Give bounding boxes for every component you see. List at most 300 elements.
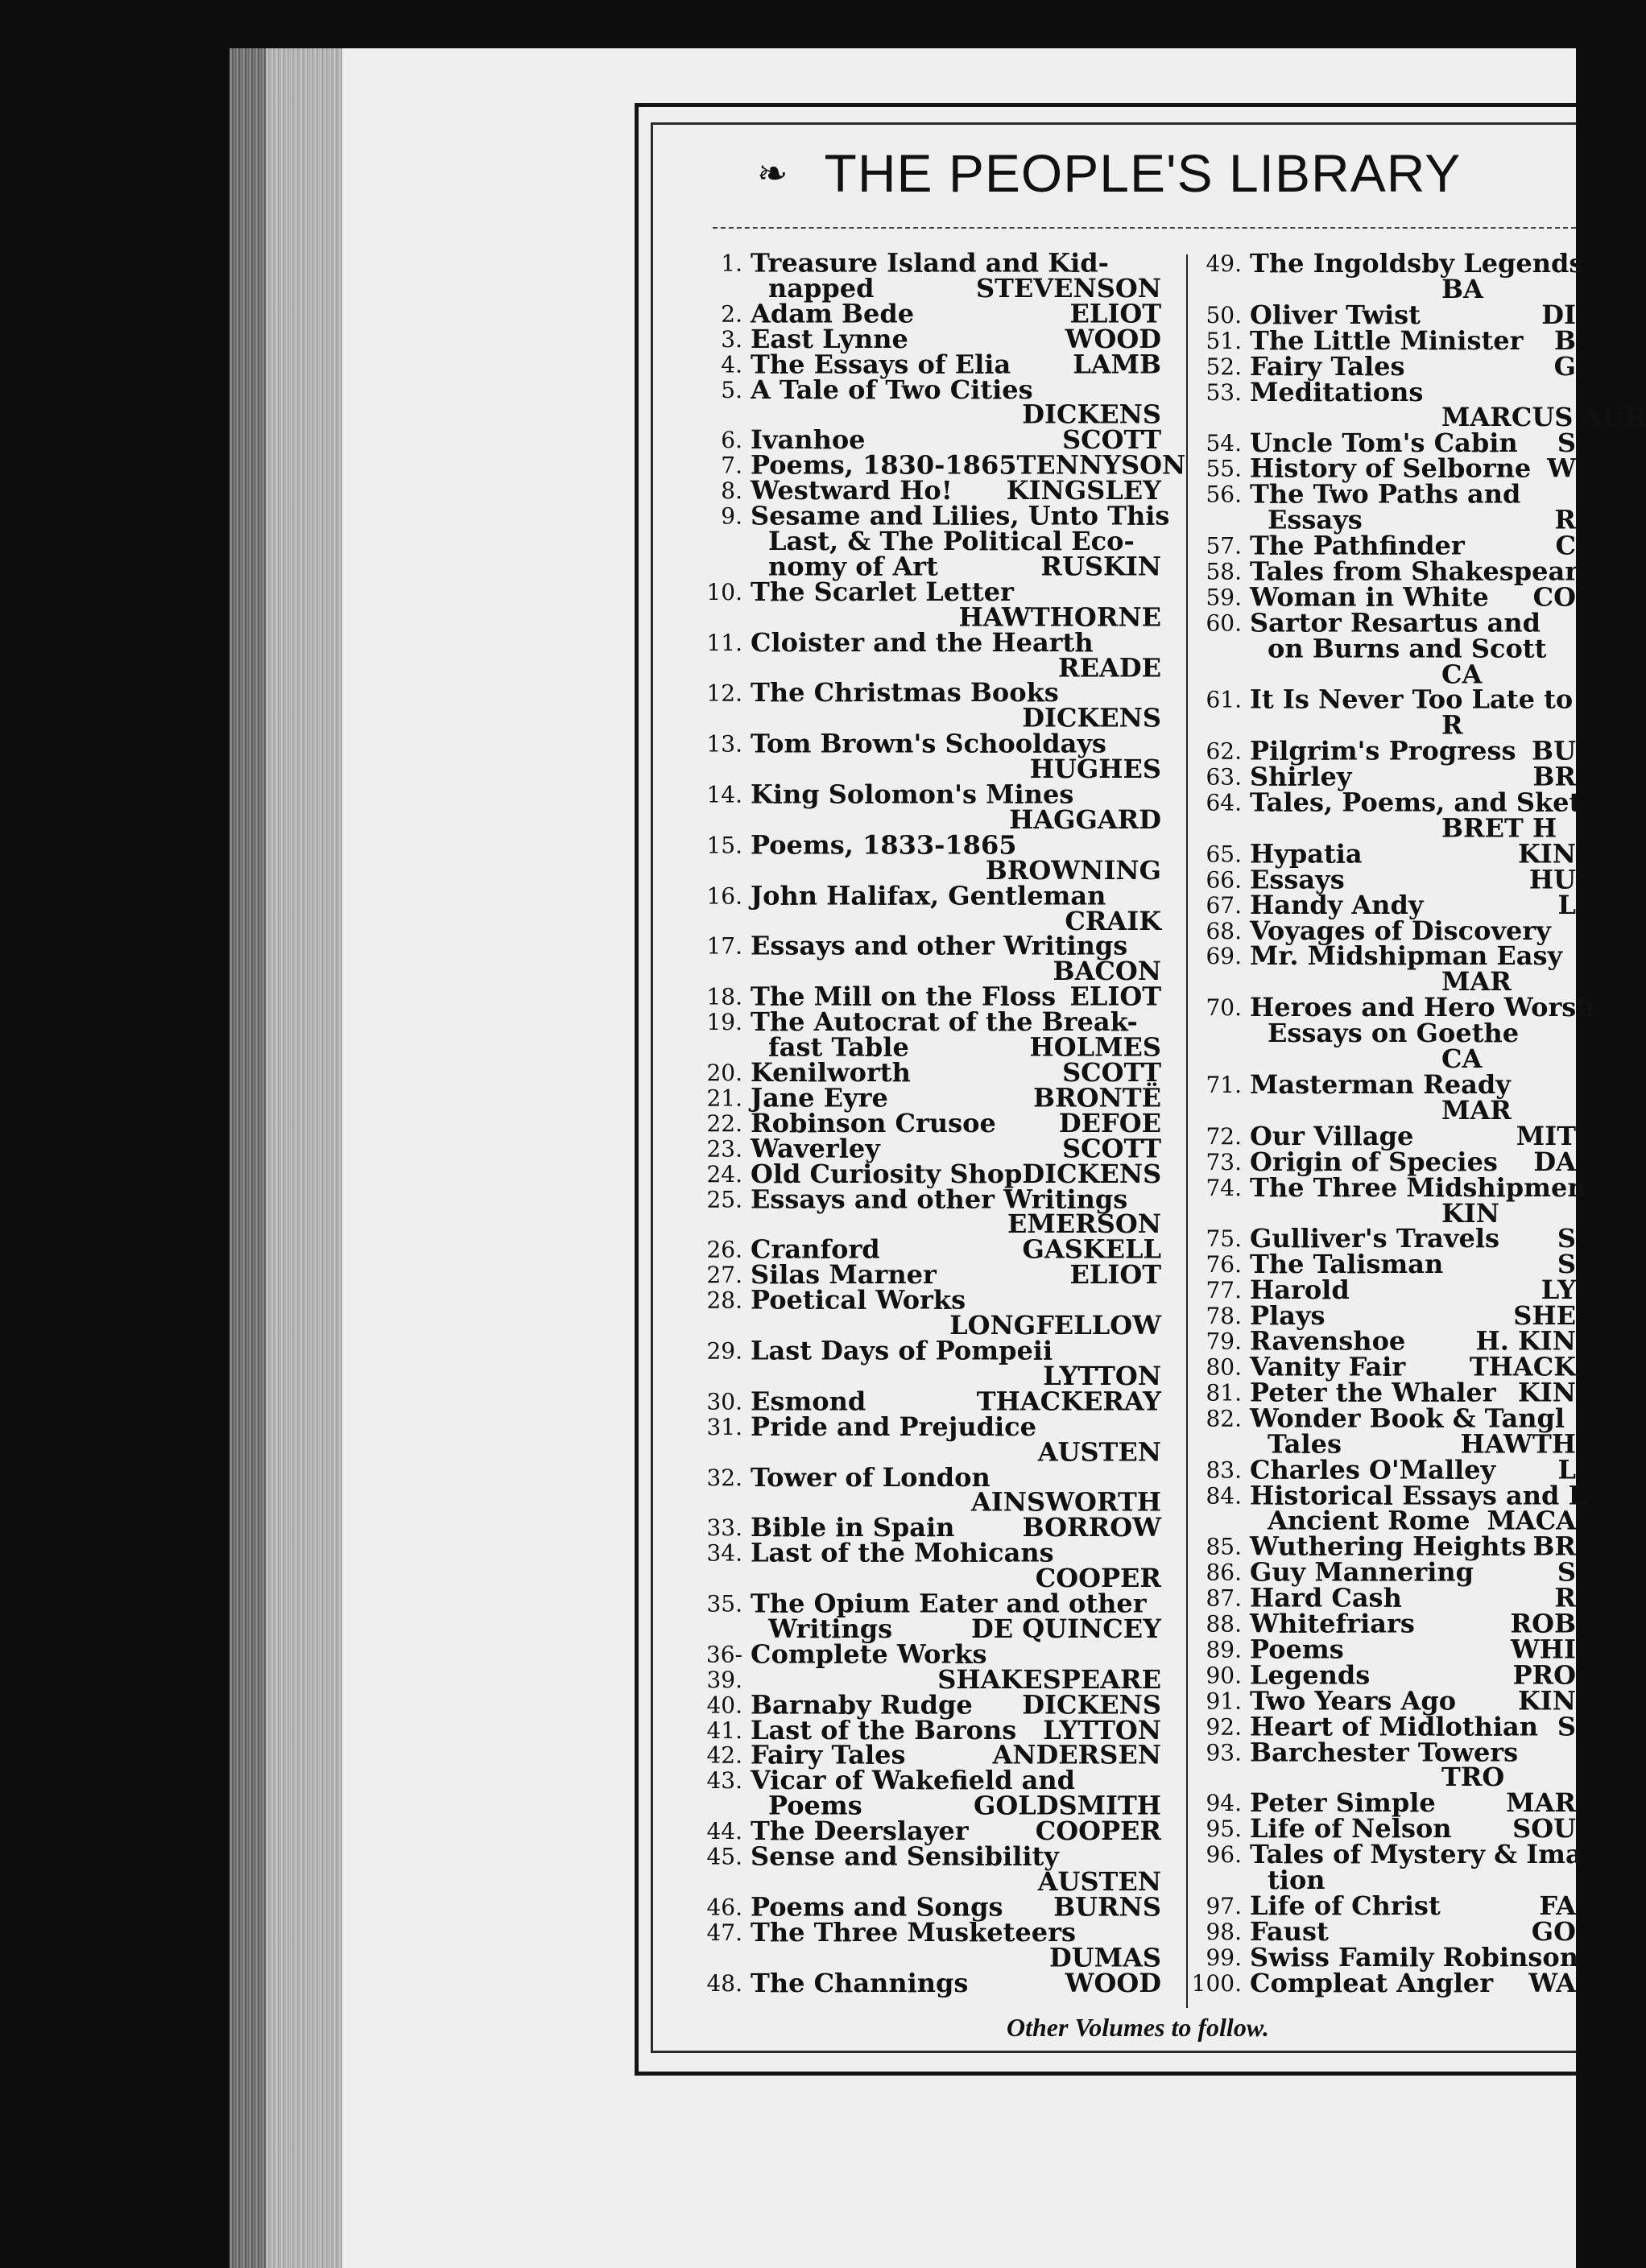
book-title-line: [1250, 1454, 1576, 1485]
book-number: 5.: [721, 377, 742, 403]
book-author: HOLMES: [1029, 1031, 1161, 1063]
book-number: 81.: [1206, 1379, 1242, 1407]
book-entry: [1200, 1377, 1576, 1408]
book-number: 35.: [706, 1590, 742, 1617]
book-author: COOPER: [1035, 1563, 1161, 1594]
book-number: 68.: [1206, 917, 1242, 944]
book-entry: [701, 1411, 1161, 1467]
book-title: Jane Eyre: [751, 1082, 888, 1113]
book-number: 53.: [1206, 378, 1242, 406]
book-title-continued: Essays on Goethe: [1268, 1018, 1520, 1049]
book-number: 58.: [1206, 558, 1242, 585]
book-entry: [701, 324, 1161, 354]
book-title-line: [751, 1108, 1161, 1138]
book-title: Poems: [1250, 1634, 1344, 1665]
book-number: 92.: [1206, 1712, 1242, 1740]
book-entry: [701, 576, 1161, 633]
book-title: Tom Brown's Schooldays: [751, 728, 1106, 759]
book-number: 52.: [1206, 353, 1242, 380]
book-number: 13.: [706, 730, 742, 758]
book-author: BRET H: [1441, 812, 1557, 844]
book-title: Life of Christ: [1250, 1890, 1441, 1922]
book-number: 3.: [721, 326, 742, 353]
book-author: DEFOE: [1058, 1108, 1161, 1138]
book-number: 32.: [706, 1464, 742, 1491]
book-title: Plays: [1250, 1299, 1325, 1331]
book-number: 97.: [1206, 1893, 1242, 1920]
book-entry: [701, 1285, 1161, 1341]
book-number: 99.: [1206, 1944, 1242, 1971]
book-author: AINSWORTH: [970, 1487, 1161, 1518]
book-number: 56.: [1206, 481, 1242, 508]
book-author: ELIOT: [1069, 981, 1161, 1012]
book-number: 40.: [706, 1692, 742, 1719]
book-author: BACON: [1053, 956, 1161, 987]
book-entry: [1200, 1659, 1576, 1691]
book-entry: [701, 829, 1161, 886]
book-entry: [701, 1538, 1161, 1594]
book-entry: [701, 1841, 1161, 1897]
book-entry: [701, 1689, 1161, 1721]
book-entry: [1200, 1710, 1576, 1741]
book-number: 49.: [1206, 250, 1242, 277]
book-number: 73.: [1206, 1148, 1242, 1175]
book-author: HU: [1528, 864, 1576, 895]
book-author: BROWNING: [985, 854, 1161, 886]
book-title: Barnaby Rudge: [751, 1689, 973, 1721]
book-title-line: [1250, 1967, 1576, 1998]
book-title: Treasure Island and Kid-: [751, 248, 1109, 279]
book-number: 33.: [706, 1514, 742, 1542]
book-title-line: [1250, 1685, 1576, 1716]
book-title: Essays and other Writings: [751, 1184, 1128, 1214]
book-title: Poems, 1833-1865: [751, 829, 1017, 860]
page-edge-highlight: [266, 48, 342, 2268]
book-author: GASKELL: [1022, 1234, 1161, 1265]
book-title: Heroes and Hero Worsh: [1250, 992, 1595, 1023]
book-number: 63.: [1206, 763, 1242, 791]
book-number: 7.: [721, 452, 742, 479]
book-author: MAR: [1441, 1094, 1512, 1126]
book-number: 14.: [706, 781, 742, 808]
book-author: FA: [1539, 1890, 1576, 1922]
book-title: Whitefriars: [1250, 1608, 1415, 1639]
book-number: 41.: [706, 1717, 742, 1744]
book-entry: [1200, 556, 1579, 587]
book-author: TRO: [1441, 1762, 1505, 1793]
book-number: 21.: [706, 1084, 742, 1112]
book-title: Gulliver's Travels: [1250, 1223, 1500, 1254]
book-author: LONGFELLOW: [949, 1310, 1161, 1341]
book-title: Wonder Book & Tangl: [1250, 1403, 1565, 1434]
book-title: Handy Andy: [1250, 889, 1424, 920]
book-title-continued: napped: [768, 273, 875, 304]
book-author: ELIOT: [1069, 1259, 1161, 1291]
book-author: BURNS: [1053, 1891, 1161, 1923]
book-author: SCOTT: [1062, 1133, 1161, 1163]
book-entry: [701, 1917, 1161, 1973]
book-title: Poetical Works: [751, 1285, 966, 1316]
book-entry: [1200, 1171, 1586, 1229]
book-number: 43.: [706, 1767, 742, 1795]
book-title: The Three Midshipmen: [1250, 1171, 1586, 1203]
book-author: DE QUINCEY: [971, 1613, 1161, 1644]
book-title-line: [1250, 350, 1576, 382]
book-author: GO: [1531, 1916, 1576, 1947]
book-title: Last Days of Pompeii: [751, 1335, 1053, 1366]
book-author: C: [1555, 530, 1576, 561]
book-title-line: [751, 1386, 1161, 1417]
fleuron-icon: ❧: [757, 151, 789, 195]
book-title-line: [1250, 1428, 1576, 1460]
book-author: L: [1557, 889, 1576, 920]
book-title: The Essays of Elia: [751, 349, 1011, 380]
book-title: Tales, Poems, and Sket: [1250, 787, 1582, 818]
book-author: PRO: [1512, 1659, 1576, 1691]
book-title: Swiss Family Robinson: [1250, 1941, 1578, 1973]
book-entry: [1200, 478, 1576, 535]
book-number: 24.: [706, 1160, 742, 1188]
book-title: Waverley: [751, 1133, 880, 1163]
book-number: 27.: [706, 1262, 742, 1289]
book-title: The Deerslayer: [751, 1816, 969, 1847]
book-title: It Is Never Too Late to: [1250, 684, 1574, 715]
book-title: Voyages of Discovery: [1250, 915, 1551, 946]
book-number: 61.: [1206, 686, 1242, 713]
book-number: 31.: [706, 1414, 742, 1440]
book-title: The Little Minister: [1250, 324, 1524, 356]
book-number: 80.: [1206, 1353, 1242, 1381]
book-author: S: [1557, 1223, 1576, 1254]
book-number: 26.: [706, 1237, 742, 1263]
book-title-continued: on Burns and Scott: [1268, 633, 1547, 664]
book-author: DICKENS: [1022, 399, 1161, 430]
book-author: KIN: [1517, 838, 1576, 870]
book-author: LY: [1541, 1274, 1576, 1306]
book-title: The Opium Eater and other: [751, 1588, 1147, 1619]
book-number: 100.: [1191, 1969, 1242, 1997]
title-rule: [713, 227, 1576, 229]
book-author: L: [1557, 1454, 1576, 1485]
book-title: Esmond: [751, 1386, 866, 1417]
book-author: MAR: [1441, 966, 1512, 998]
book-entry: [701, 627, 1161, 684]
book-title-line: [751, 324, 1161, 354]
book-number: 96.: [1206, 1841, 1242, 1869]
book-author: SHE: [1513, 1299, 1576, 1331]
book-number: 51.: [1206, 327, 1242, 354]
book-title: Shirley: [1250, 761, 1352, 792]
book-title: Last of the Mohicans: [751, 1538, 1054, 1568]
book-number: 60.: [1206, 609, 1242, 637]
book-title-line: [1250, 1377, 1576, 1408]
book-title: Old Curiosity Shop: [751, 1158, 1023, 1189]
book-entry: [701, 728, 1161, 784]
book-number: 64.: [1206, 789, 1242, 816]
book-number: 29.: [706, 1337, 742, 1365]
book-title: Essays: [1250, 864, 1345, 895]
book-title-line: [1250, 1710, 1576, 1741]
book-title-line: [1250, 324, 1576, 356]
book-author: LAMB: [1073, 349, 1161, 380]
book-number: 94.: [1206, 1790, 1242, 1817]
book-author: DA: [1533, 1146, 1576, 1177]
book-number: 44.: [706, 1818, 742, 1845]
book-author: AUSTEN: [1037, 1436, 1161, 1467]
book-title: Life of Nelson: [1250, 1813, 1452, 1845]
book-author: DUMAS: [1048, 1942, 1161, 1973]
book-number: 88.: [1206, 1610, 1242, 1638]
book-number: 62.: [1206, 737, 1242, 765]
book-entry: [1200, 1480, 1586, 1536]
book-entry: [1200, 1146, 1576, 1177]
book-number: 77.: [1206, 1277, 1242, 1304]
book-title: Robinson Crusoe: [751, 1108, 996, 1138]
book-title: A Tale of Two Cities: [751, 374, 1033, 405]
book-entry: [1200, 350, 1576, 382]
book-number: 70.: [1206, 994, 1242, 1022]
book-entry: [701, 1133, 1161, 1163]
book-author: MAR: [1506, 1787, 1576, 1819]
book-entry: [701, 1461, 1161, 1518]
book-author: R: [1554, 504, 1576, 535]
book-title-line: [1250, 581, 1576, 613]
book-number: 8.: [721, 477, 742, 505]
book-title: Our Village: [1250, 1120, 1414, 1151]
book-number: 2.: [721, 300, 742, 328]
book-number: 23.: [706, 1135, 742, 1162]
book-title: Heart of Midlothian: [1250, 1710, 1539, 1741]
book-entry: [701, 349, 1161, 380]
book-title: The Scarlet Letter: [751, 576, 1014, 607]
book-author: COOPER: [1035, 1816, 1161, 1847]
book-author: S: [1557, 1710, 1576, 1741]
book-number: 45.: [706, 1844, 742, 1870]
book-title: Origin of Species: [1250, 1146, 1498, 1177]
book-entry: [701, 1184, 1161, 1240]
book-author: KIN: [1517, 1685, 1576, 1716]
book-number: 84.: [1206, 1482, 1242, 1510]
book-title-continued: Essays: [1268, 504, 1363, 535]
book-title: The Pathfinder: [1250, 530, 1465, 561]
book-number: 12.: [706, 680, 742, 707]
book-number: 78.: [1206, 1302, 1242, 1329]
book-title: Guy Mannering: [1250, 1556, 1474, 1588]
book-entry: [1200, 607, 1576, 689]
book-title-line: [1250, 1120, 1576, 1151]
book-author: CA: [1441, 659, 1483, 689]
book-title: Barchester Towers: [1250, 1736, 1519, 1767]
book-title: Bible in Spain: [751, 1512, 955, 1543]
book-number: 54.: [1206, 430, 1242, 457]
book-author: HUGHES: [1029, 754, 1161, 784]
book-number: 57.: [1206, 532, 1242, 560]
book-title: Peter Simple: [1250, 1787, 1436, 1819]
book-author: KIN: [1441, 1197, 1500, 1229]
book-title-continued: Tales: [1268, 1428, 1342, 1460]
book-number: 15.: [706, 832, 742, 859]
book-title-continued: tion: [1268, 1865, 1325, 1896]
book-entry: [1200, 992, 1595, 1075]
book-author: CA: [1441, 1043, 1483, 1075]
book-title: Cranford: [751, 1234, 880, 1265]
column-divider: [1186, 254, 1188, 2008]
book-title: Last of the Barons: [751, 1715, 1017, 1745]
book-title: Meditations: [1250, 376, 1424, 407]
book-entry: [701, 1968, 1161, 1998]
book-title-continued: Ancient Rome: [1268, 1505, 1470, 1536]
book-title: Two Years Ago: [1250, 1685, 1457, 1716]
book-entry: [1200, 889, 1576, 920]
book-title-continued: fast Table: [768, 1031, 909, 1063]
book-author: S: [1557, 1249, 1576, 1280]
book-number: 67.: [1206, 891, 1242, 919]
book-title-line: [751, 1689, 1161, 1721]
book-author: STEVENSON: [975, 273, 1161, 304]
book-entry: [701, 931, 1161, 987]
book-title-line: [1250, 838, 1576, 870]
book-author: WOOD: [1065, 324, 1161, 354]
book-entry: [1200, 1941, 1578, 1973]
book-title: Compleat Angler: [1250, 1967, 1494, 1998]
book-number: 72.: [1206, 1122, 1242, 1150]
book-entry: [701, 1638, 1161, 1695]
book-author: WA: [1528, 1967, 1576, 1998]
book-author: DICKENS: [1022, 703, 1161, 733]
book-title: Complete Works: [751, 1638, 987, 1670]
book-author: ROB: [1510, 1608, 1576, 1639]
book-number: 4.: [721, 351, 742, 378]
book-title: Oliver Twist: [1250, 299, 1421, 330]
book-number: 93.: [1206, 1738, 1242, 1766]
book-entry: [701, 880, 1161, 936]
book-number: 91.: [1206, 1688, 1242, 1715]
book-author: BORROW: [1022, 1512, 1161, 1543]
book-number: 1.: [721, 250, 742, 277]
book-number: 47.: [706, 1919, 742, 1946]
book-entry: [1200, 684, 1576, 741]
book-author: SCOTT: [1062, 424, 1161, 456]
book-entry: [1200, 1736, 1576, 1793]
book-entry: [1200, 248, 1584, 304]
book-number: 36-39.: [705, 1641, 742, 1693]
book-number: 87.: [1206, 1584, 1242, 1612]
book-entry: [701, 1158, 1162, 1189]
book-entry: [701, 1108, 1161, 1138]
book-entry: [701, 1588, 1161, 1644]
book-author: R: [1554, 1582, 1576, 1613]
book-number: 6.: [721, 427, 742, 454]
book-author: GOLDSMITH: [974, 1791, 1161, 1821]
book-author: BR: [1532, 1531, 1576, 1562]
book-title-line: [751, 1968, 1161, 1998]
book-author: EMERSON: [1007, 1208, 1161, 1240]
book-author: HAWTH: [1460, 1428, 1576, 1460]
book-title: Adam Bede: [751, 298, 915, 329]
book-title-continued: Poems: [768, 1791, 862, 1821]
book-author: HAGGARD: [1009, 804, 1161, 835]
book-author: BR: [1532, 761, 1576, 792]
book-title: Peter the Whaler: [1250, 1377, 1496, 1408]
book-entry: [701, 1386, 1161, 1417]
book-title: Fairy Tales: [751, 1740, 906, 1770]
book-title-line: [1250, 1659, 1576, 1691]
book-entry: [1200, 1685, 1576, 1716]
book-author: CO: [1532, 581, 1576, 613]
book-title: Hard Cash: [1250, 1582, 1402, 1613]
book-author: S: [1557, 1556, 1576, 1588]
book-number: 69.: [1206, 943, 1242, 970]
book-entry: [1200, 864, 1576, 895]
book-author: LYTTON: [1043, 1715, 1161, 1745]
book-title: Pride and Prejudice: [751, 1411, 1036, 1442]
book-number: 85.: [1206, 1533, 1242, 1560]
book-number: 75.: [1206, 1225, 1242, 1253]
book-title: Wuthering Heights: [1250, 1531, 1527, 1562]
book-title: Sesame and Lilies, Unto This: [751, 501, 1170, 531]
book-entry: [1200, 1839, 1582, 1896]
book-author: HAWTHORNE: [958, 601, 1161, 633]
book-title: Woman in White: [1250, 581, 1489, 613]
book-title: Tales of Mystery & Ima: [1250, 1839, 1582, 1870]
book-number: 42.: [706, 1742, 742, 1769]
book-author: BU: [1532, 735, 1576, 766]
book-author: WOOD: [1065, 1968, 1161, 1998]
book-title: Cloister and the Hearth: [751, 627, 1094, 658]
book-entry: [701, 1765, 1161, 1821]
book-author: DICKENS: [1022, 1689, 1161, 1721]
book-number: 82.: [1206, 1405, 1242, 1432]
book-number: 30.: [706, 1388, 742, 1415]
book-entry: [1200, 787, 1582, 844]
book-title-line: [1250, 1146, 1576, 1177]
book-author: LYTTON: [1043, 1361, 1161, 1391]
book-author: H. KIN: [1475, 1325, 1576, 1357]
book-author: BA: [1441, 273, 1483, 304]
book-number: 66.: [1206, 866, 1242, 894]
book-title-line: [751, 298, 1161, 329]
book-title: Poems, 1830-1865: [751, 450, 1017, 481]
book-title: The Mill on the Floss: [751, 981, 1057, 1012]
book-author: SCOTT: [1062, 1057, 1161, 1088]
book-title: Tower of London: [751, 1461, 990, 1493]
book-number: 83.: [1206, 1456, 1242, 1484]
book-title: East Lynne: [751, 324, 908, 354]
book-title: The Talisman: [1250, 1249, 1444, 1280]
book-title-line: [751, 1133, 1161, 1163]
book-entry: [701, 374, 1161, 430]
book-title: History of Selborne: [1250, 453, 1532, 484]
book-author: S: [1557, 428, 1576, 459]
book-title: Masterman Ready: [1250, 1069, 1511, 1101]
book-number: 19.: [706, 1009, 742, 1035]
book-author: THACKERAY: [976, 1386, 1161, 1417]
book-title: Harold: [1250, 1274, 1350, 1306]
book-number: 25.: [706, 1186, 742, 1212]
book-number: 65.: [1206, 841, 1242, 868]
book-title: Fairy Tales: [1250, 350, 1405, 382]
book-number: 10.: [706, 579, 742, 605]
book-title: Faust: [1250, 1916, 1329, 1947]
book-author: W: [1547, 453, 1576, 484]
book-title-line: [751, 1158, 1162, 1189]
book-title: Ivanhoe: [751, 424, 866, 456]
book-author: B: [1553, 324, 1576, 356]
book-number: 76.: [1206, 1251, 1242, 1279]
book-entry: [1200, 299, 1576, 330]
book-title: The Three Musketeers: [751, 1917, 1076, 1948]
book-title: Tales from Shakespear: [1250, 556, 1579, 587]
